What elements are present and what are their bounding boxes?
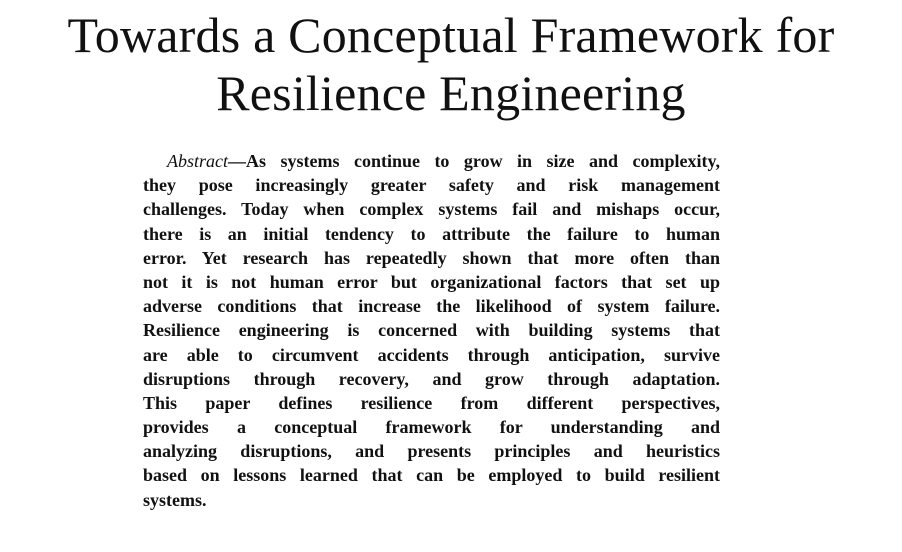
title-line-1: Towards a Conceptual Framework for [67,7,835,63]
paper-title [0,6,902,122]
abstract-line: provides a conceptual framework for understanding and [143,417,720,438]
abstract-label: Abstract [167,151,228,171]
abstract-line: This paper defines resilience from different perspectives, [143,392,720,413]
abstract-line: not it is not human error but organizational factors that set up [143,271,720,292]
abstract-line: there is an initial tendency to attribute the failure to human [143,223,720,244]
abstract-block [143,149,720,512]
abstract-line: disruptions through recovery, and grow through adaptation. [143,368,720,389]
abstract-line: Resilience engineering is concerned with building systems that [143,320,720,341]
abstract-line: they pose increasingly greater safety and risk management [143,175,720,196]
abstract-line-text: —As systems continue to grow in size and complexity, [228,151,720,171]
title-line-2: Resilience Engineering [216,65,686,121]
abstract-line: error. Yet research has repeatedly shown that more often than [143,247,720,268]
abstract-line [143,149,720,173]
abstract-line: challenges. Today when complex systems fail and mishaps occur, [143,199,720,220]
abstract-line: are able to circumvent accidents through anticipation, survive [143,344,720,365]
abstract-line: adverse conditions that increase the likelihood of system failure. [143,296,720,317]
abstract-line: systems. [143,489,207,510]
abstract-line: analyzing disruptions, and presents principles and heuristics [143,441,720,462]
abstract-line: based on lessons learned that can be employed to build resilient [143,465,720,486]
